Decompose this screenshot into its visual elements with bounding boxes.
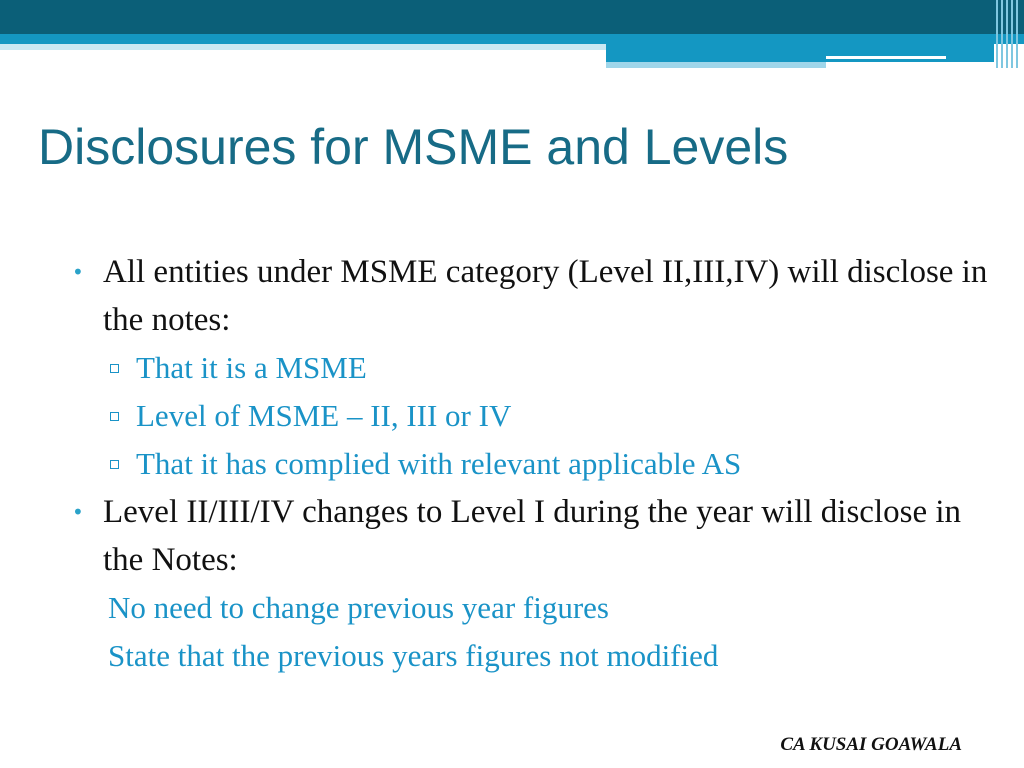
header-stripes [994, 0, 1024, 68]
header-band-accent [0, 34, 1024, 44]
square-bullet-icon [110, 412, 119, 421]
header-band-step [606, 44, 994, 62]
square-bullet-icon [110, 460, 119, 469]
header-band-step-light [606, 62, 826, 68]
sub-bullet-1-text: That it is a MSME [136, 350, 367, 385]
bullet-dot-icon: • [72, 260, 84, 284]
footer-author: CA KUSAI GOAWALA [780, 734, 962, 755]
header-band-light [0, 44, 606, 50]
sub-bullet-2-text: Level of MSME – II, III or IV [136, 398, 512, 433]
bullet-1 [72, 248, 992, 344]
slide-title: Disclosures for MSME and Levels [38, 119, 789, 175]
bullet-2 [72, 488, 992, 584]
header-band-dark [0, 0, 1024, 34]
square-bullet-icon [110, 364, 119, 373]
sub-bullet-3 [72, 440, 992, 488]
sub-bullet-2 [72, 392, 992, 440]
bullet-2-text: Level II/III/IV changes to Level I during the year will disclose in the Notes: [103, 494, 962, 578]
note-line-1: No need to change previous year figures [108, 590, 609, 625]
sub-bullet-1 [72, 344, 992, 392]
note-line-2: State that the previous years figures not modified [108, 638, 719, 673]
header-band-line [826, 56, 946, 59]
bullet-1-text: All entities under MSME category (Level II,III,IV) will disclose in the notes: [103, 254, 988, 338]
bullet-dot-icon: • [72, 500, 84, 524]
slide-content [72, 248, 992, 680]
sub-bullet-3-text: That it has complied with relevant applicable AS [136, 446, 742, 481]
